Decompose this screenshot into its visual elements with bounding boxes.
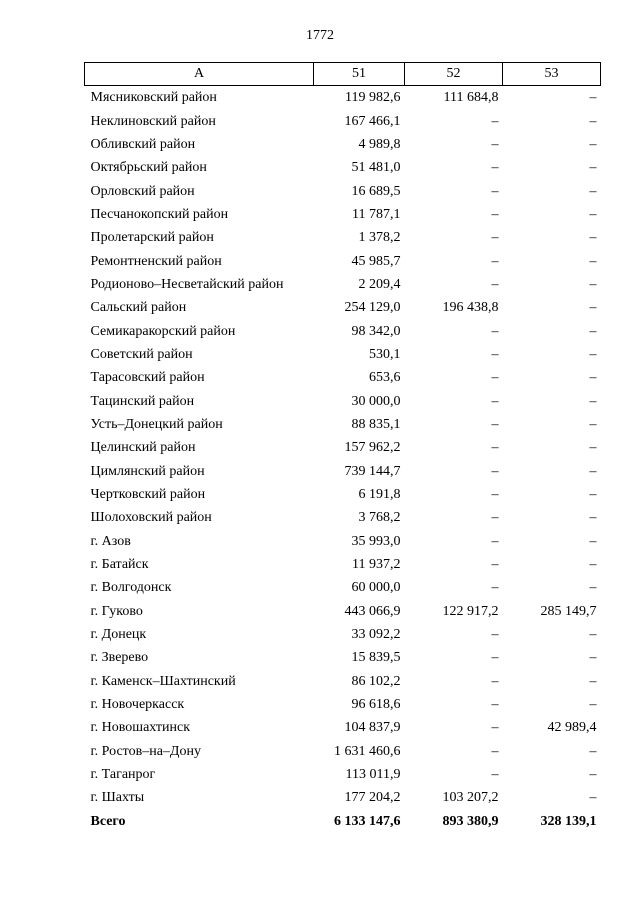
- col52-cell: –: [491, 416, 499, 432]
- row-name-cell: г. Каменск–Шахтинский: [90, 673, 236, 689]
- row-name-cell: Песчанокопский район: [90, 206, 229, 222]
- header-row: [85, 63, 601, 86]
- header-cell-51: 51: [314, 63, 405, 86]
- col52-cell: –: [491, 230, 499, 246]
- col51-cell: 1 631 460,6: [334, 743, 401, 759]
- col51-cell: 88 835,1: [351, 416, 401, 432]
- row-name-cell: Усть–Донецкий район: [90, 416, 223, 432]
- table-row: [85, 460, 601, 483]
- table-row: [85, 366, 601, 389]
- row-name-cell: г. Батайск: [90, 557, 149, 573]
- row-name-cell: г. Новочеркасск: [90, 697, 185, 713]
- col51-cell: 739 144,7: [344, 463, 401, 479]
- row-name-cell: г. Волгодонск: [90, 580, 172, 596]
- col53-cell: –: [589, 416, 597, 432]
- col52-cell: –: [491, 487, 499, 503]
- col52-cell: –: [491, 276, 499, 292]
- col51-cell: 51 481,0: [351, 160, 401, 176]
- col51-cell: 35 993,0: [351, 533, 401, 549]
- col51-cell: 119 982,6: [345, 90, 401, 106]
- row-name-cell: Семикаракорский район: [90, 323, 236, 339]
- col51-cell: 30 000,0: [351, 393, 401, 409]
- col53-cell: 285 149,7: [540, 603, 597, 619]
- col52-cell: –: [491, 673, 499, 689]
- table-row: [85, 296, 601, 319]
- row-name-cell: Чертковский район: [90, 487, 206, 503]
- col51-cell: 157 962,2: [344, 440, 401, 456]
- row-name-cell: Советский район: [90, 346, 193, 362]
- table-body: [85, 86, 601, 834]
- row-name-cell: Целинский район: [90, 440, 196, 456]
- col52-cell: –: [491, 650, 499, 666]
- row-name-cell: г. Донецк: [90, 627, 147, 643]
- table-row: [85, 413, 601, 436]
- table-row: [85, 179, 601, 202]
- col51-cell: 2 209,4: [358, 276, 401, 292]
- table-row: [85, 763, 601, 786]
- col52-cell: –: [491, 370, 499, 386]
- col53-cell: –: [589, 627, 597, 643]
- table-row: [85, 226, 601, 249]
- table-row: [85, 530, 601, 553]
- row-name-cell: Сальский район: [90, 300, 187, 316]
- col51-cell: 96 618,6: [351, 697, 401, 713]
- col53-cell: –: [589, 673, 597, 689]
- col51-cell: 113 011,9: [345, 767, 401, 783]
- col53-cell: –: [589, 580, 597, 596]
- col53-cell: 328 139,1: [540, 813, 597, 829]
- col51-cell: 530,1: [369, 346, 401, 362]
- table-row: [85, 693, 601, 716]
- table-header: [85, 63, 601, 86]
- table-row: [85, 483, 601, 506]
- col53-cell: –: [589, 206, 597, 222]
- col52-cell: –: [491, 580, 499, 596]
- table-row: [85, 249, 601, 272]
- col51-cell: 443 066,9: [344, 603, 401, 619]
- col52-cell: 111 684,8: [443, 90, 499, 106]
- col53-cell: –: [589, 230, 597, 246]
- col53-cell: –: [589, 393, 597, 409]
- total-row: [85, 810, 601, 833]
- col53-cell: –: [589, 113, 597, 129]
- col53-cell: –: [589, 276, 597, 292]
- col51-cell: 33 092,2: [351, 627, 401, 643]
- col53-cell: –: [589, 183, 597, 199]
- col53-cell: –: [589, 557, 597, 573]
- row-name-cell: Шолоховский район: [90, 510, 212, 526]
- row-name-cell: Тарасовский район: [90, 370, 205, 386]
- col52-cell: –: [491, 160, 499, 176]
- col53-cell: –: [589, 370, 597, 386]
- row-name-cell: Цимлянский район: [90, 463, 205, 479]
- table-row: [85, 156, 601, 179]
- table-row: [85, 109, 601, 132]
- col52-cell: –: [491, 393, 499, 409]
- row-name-cell: Пролетарский район: [90, 230, 214, 246]
- row-name-cell: г. Зверево: [90, 650, 149, 666]
- col52-cell: –: [491, 346, 499, 362]
- table-row: [85, 623, 601, 646]
- col52-cell: –: [491, 510, 499, 526]
- table-row: [85, 319, 601, 342]
- col52-cell: 103 207,2: [442, 790, 499, 806]
- col53-cell: –: [589, 510, 597, 526]
- row-name-cell: Орловский район: [90, 183, 195, 199]
- col53-cell: –: [589, 697, 597, 713]
- col51-cell: 6 191,8: [358, 487, 401, 503]
- col52-cell: –: [491, 113, 499, 129]
- col51-cell: 177 204,2: [344, 790, 401, 806]
- row-name-cell: Родионово–Несветайский район: [90, 276, 284, 292]
- table-row: [85, 600, 601, 623]
- table-row: [85, 203, 601, 226]
- table-row: [85, 740, 601, 763]
- col51-cell: 11 937,2: [352, 557, 401, 573]
- col51-cell: 45 985,7: [351, 253, 401, 269]
- col52-cell: –: [491, 463, 499, 479]
- row-name-cell: Тацинский район: [90, 393, 195, 409]
- col52-cell: –: [491, 206, 499, 222]
- col52-cell: –: [491, 720, 499, 736]
- table-row: [85, 786, 601, 809]
- col53-cell: –: [589, 323, 597, 339]
- col53-cell: –: [589, 160, 597, 176]
- col52-cell: –: [491, 253, 499, 269]
- table-row: [85, 646, 601, 669]
- col52-cell: 893 380,9: [442, 813, 499, 829]
- col52-cell: –: [491, 557, 499, 573]
- row-name-cell: Неклиновский район: [90, 113, 216, 129]
- row-name-cell: Всего: [90, 813, 126, 829]
- col51-cell: 653,6: [369, 370, 401, 386]
- col51-cell: 60 000,0: [351, 580, 401, 596]
- col51-cell: 16 689,5: [351, 183, 401, 199]
- col51-cell: 167 466,1: [344, 113, 401, 129]
- row-name-cell: Ремонтненский район: [90, 253, 222, 269]
- col51-cell: 3 768,2: [358, 510, 401, 526]
- budget-table: [84, 62, 601, 833]
- table-row: [85, 553, 601, 576]
- col53-cell: –: [589, 463, 597, 479]
- col52-cell: –: [491, 323, 499, 339]
- col52-cell: –: [491, 183, 499, 199]
- table-row: [85, 133, 601, 156]
- table-row: [85, 273, 601, 296]
- col52-cell: –: [491, 440, 499, 456]
- col52-cell: –: [491, 627, 499, 643]
- col53-cell: 42 989,4: [547, 720, 597, 736]
- col53-cell: –: [589, 440, 597, 456]
- col53-cell: –: [589, 300, 597, 316]
- row-name-cell: Мясниковский район: [90, 90, 217, 106]
- table-row: [85, 389, 601, 412]
- row-name-cell: г. Ростов–на–Дону: [90, 743, 201, 759]
- table-row: [85, 506, 601, 529]
- col53-cell: –: [589, 253, 597, 269]
- row-name-cell: г. Азов: [90, 533, 131, 549]
- col51-cell: 1 378,2: [358, 230, 401, 246]
- col52-cell: –: [491, 136, 499, 152]
- col51-cell: 4 989,8: [358, 136, 401, 152]
- header-cell-53: 53: [503, 63, 601, 86]
- table-row: [85, 716, 601, 739]
- col53-cell: –: [589, 487, 597, 503]
- col52-cell: –: [491, 533, 499, 549]
- table-row: [85, 86, 601, 110]
- col51-cell: 15 839,5: [351, 650, 401, 666]
- table-row: [85, 670, 601, 693]
- page-number: 1772: [306, 28, 334, 43]
- row-name-cell: г. Таганрог: [90, 767, 156, 783]
- header-cell-52: 52: [405, 63, 503, 86]
- col53-cell: –: [589, 90, 597, 106]
- col53-cell: –: [589, 136, 597, 152]
- row-name-cell: г. Шахты: [90, 790, 145, 806]
- col51-cell: 104 837,9: [344, 720, 401, 736]
- col52-cell: 122 917,2: [442, 603, 499, 619]
- col53-cell: –: [589, 790, 597, 806]
- table-row: [85, 576, 601, 599]
- col51-cell: 6 133 147,6: [334, 813, 401, 829]
- row-name-cell: г. Гуково: [90, 603, 143, 619]
- row-name-cell: Октябрьский район: [90, 160, 207, 176]
- row-name-cell: Обливский район: [90, 136, 196, 152]
- col52-cell: 196 438,8: [442, 300, 499, 316]
- header-cell-a: А: [85, 63, 314, 86]
- table-row: [85, 343, 601, 366]
- col51-cell: 254 129,0: [344, 300, 401, 316]
- col53-cell: –: [589, 743, 597, 759]
- col53-cell: –: [589, 346, 597, 362]
- col53-cell: –: [589, 533, 597, 549]
- col51-cell: 86 102,2: [351, 673, 401, 689]
- col53-cell: –: [589, 767, 597, 783]
- table-row: [85, 436, 601, 459]
- col52-cell: –: [491, 767, 499, 783]
- col51-cell: 11 787,1: [352, 206, 401, 222]
- col52-cell: –: [491, 743, 499, 759]
- col53-cell: –: [589, 650, 597, 666]
- col52-cell: –: [491, 697, 499, 713]
- row-name-cell: г. Новошахтинск: [90, 720, 191, 736]
- col51-cell: 98 342,0: [351, 323, 401, 339]
